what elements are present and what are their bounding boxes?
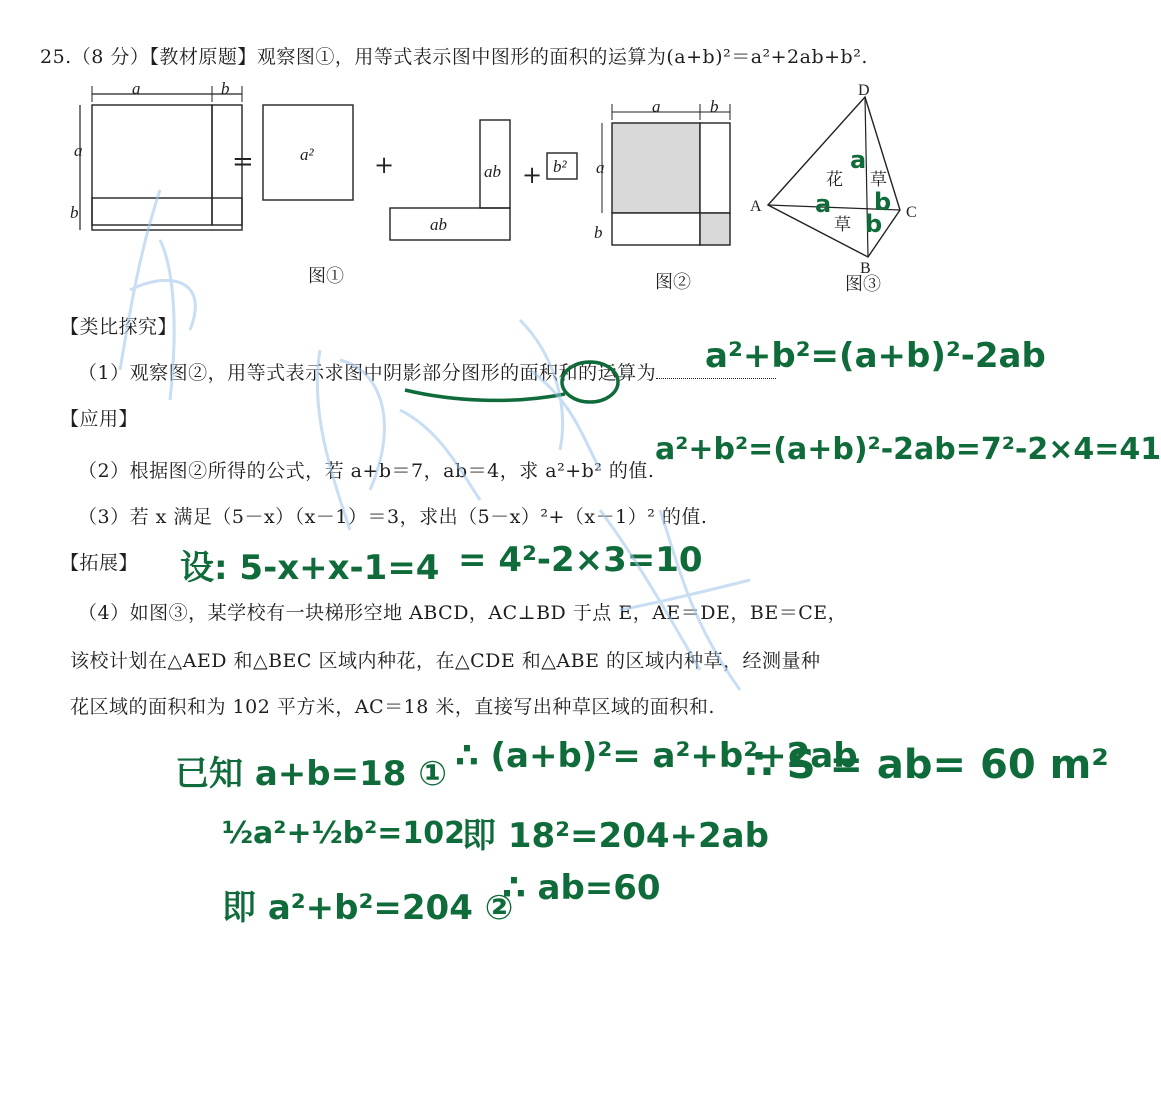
hw-fig3-b-bottom: b	[865, 210, 883, 238]
hw-ans4-m2: 即 18²=204+2ab	[462, 816, 769, 856]
fig3-flower-1: 花	[826, 170, 843, 190]
fig3-grass-2: 草	[834, 215, 851, 235]
question-3: （3）若 x 满足（5－x）（x－1）＝3，求出（5－x）²+（x－1）² 的值.	[78, 506, 708, 528]
question-4-line-2: 该校计划在△AED 和△BEC 区域内种花，在△CDE 和△ABE 的区域内种草，经测量种	[70, 650, 821, 672]
fig1-a2: a²	[300, 145, 314, 164]
fig2-label-b-top: b	[710, 97, 719, 116]
fig2-label-a-left: a	[596, 158, 605, 177]
fig1-label-b-top: b	[221, 79, 230, 98]
hw-fig3-a-left: a	[815, 190, 832, 218]
hw-ans4-l2: ½a²+½b²=102	[222, 816, 466, 851]
fig1-label-b-left: b	[70, 203, 79, 222]
fig3-grass-1: 草	[870, 170, 887, 190]
fig1-caption: 图①	[308, 266, 344, 287]
fig1-plus-2: +	[522, 161, 543, 189]
fig3-D: D	[858, 82, 870, 99]
hw-ans4-l3: 即 a²+b²=204 ②	[222, 888, 514, 928]
question-1-text: （1）观察图②，用等式表示求图中阴影部分图形的面积和的运算为	[78, 362, 657, 384]
hw-fig3-b-right: b	[874, 188, 892, 216]
question-4-line-3: 花区域的面积和为 102 平方米，AC＝18 米，直接写出种草区域的面积和.	[70, 696, 715, 718]
fig3-C: C	[906, 204, 917, 221]
hw-answer-2: a²+b²=(a+b)²-2ab=7²-2×4=41	[655, 432, 1161, 467]
fig1-b2: b²	[553, 157, 567, 176]
fig1-equals: =	[232, 147, 254, 177]
section-analogy-title: 【类比探究】	[60, 316, 178, 338]
hw-answer-3-left: 设: 5-x+x-1=4	[180, 548, 440, 588]
hw-fig3-a-top: a	[850, 146, 867, 174]
section-extension-title: 【拓展】	[60, 552, 139, 574]
fig1-plus-1: +	[374, 151, 395, 179]
hw-ans4-m1: ∴ (a+b)²= a²+b²+2ab	[455, 736, 858, 776]
problem-header: 25.（8 分）【教材原题】观察图①，用等式表示图中图形的面积的运算为(a+b)²＝a²+2ab+b².	[40, 46, 868, 68]
question-2: （2）根据图②所得的公式，若 a+b＝7，ab＝4，求 a²+b² 的值.	[78, 460, 655, 482]
hw-ans4-l1: 已知 a+b=18 ①	[175, 754, 448, 794]
hw-answer-1: a²+b²=(a+b)²-2ab	[705, 336, 1046, 376]
hw-ans4-r1: ∴ S = ab= 60 m²	[745, 742, 1109, 788]
hw-answer-3-right: = 4²-2×3=10	[458, 540, 703, 580]
fig2-label-a-top: a	[652, 97, 661, 116]
fig1-label-a-top: a	[132, 79, 141, 98]
fig3-A: A	[750, 198, 762, 215]
section-application-title: 【应用】	[60, 408, 139, 430]
fig2-label-b-left: b	[594, 223, 603, 242]
fig3-B: B	[860, 260, 871, 277]
hw-ans4-m3: ∴ ab=60	[502, 868, 661, 908]
fig1-label-a-left: a	[74, 141, 83, 160]
question-4-line-1: （4）如图③，某学校有一块梯形空地 ABCD，AC⊥BD 于点 E，AE＝DE，BE＝CE，	[78, 602, 848, 624]
fig1-ab-vert: ab	[484, 162, 501, 181]
watermark-scribble	[100, 170, 780, 710]
fig1-ab-horiz: ab	[430, 215, 447, 234]
fig3-caption: 图③	[845, 274, 881, 295]
fig2-caption: 图②	[655, 272, 691, 293]
